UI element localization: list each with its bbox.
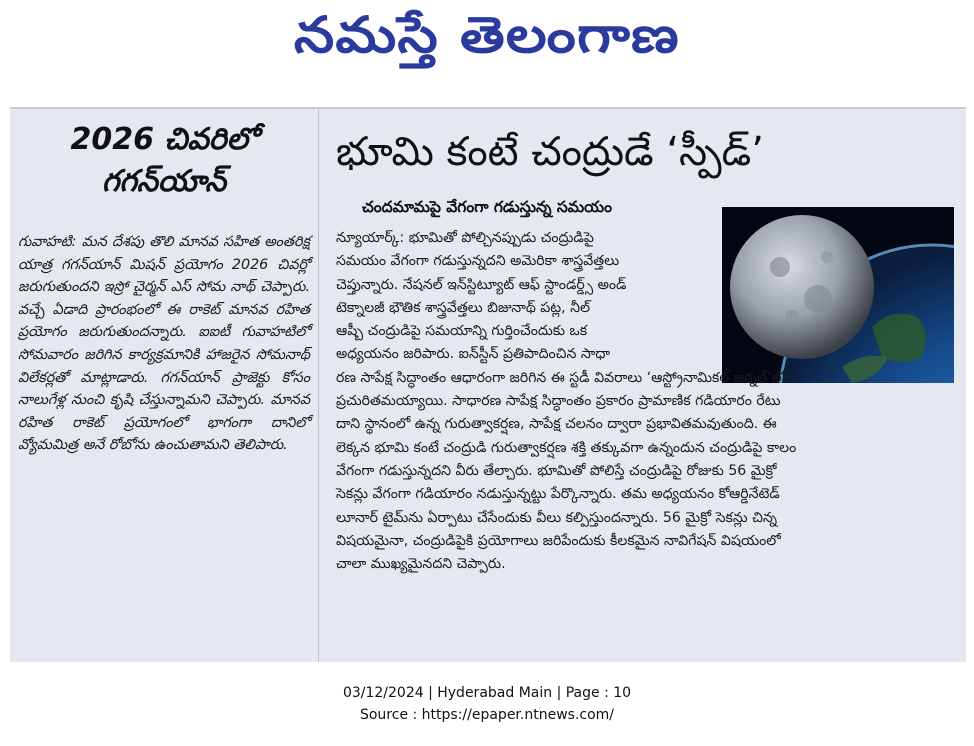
body-line: విషయమైనా, చంద్రుడిపైకి ప్రయోగాలు జరిపేందుకు కీలకమైన నావిగేషన్ విషయంలో bbox=[336, 532, 781, 549]
newspaper-clipping bbox=[10, 107, 966, 662]
left-article-body: గువాహటి: మన దేశపు తొలి మానవ సహిత అంతరిక్ష యాత్ర గగన్‌యాన్ మిషన్ ప్రయోగం 2026 చివర్లో జరుగుతుందని ఇస్రో చైర్మన్ ఎస్ సోమ నాథ్ చెప్పారు. వచ్చే ఏడాది ప్రారంభంలో ఈ రాకెట్ మానవ రహిత ప్రయోగం జరుగుతుందన్నారు. ఐఐటీ గువాహటిలో సోమవారం జరిగిన కార్యక్రమానికి హాజరైన సోమనాథ్ విలేకర్లతో మాట్లాడారు. గగన్‌యాన్ ప్రాజెక్టు కోసం నాలుగేళ్ల నుంచి కృషి చేస్తున్నామని చెప్పారు. మానవ రహిత రాకెట్ ప్రయోగంలో భాగంగా దానిలో వ్యోమమిత్ర అనే రోబోను ఉంచుతామని తెలిపారు. bbox=[18, 234, 310, 454]
body-line: లూనార్ టైమ్‌ను ఏర్పాటు చేసేందుకు వీలు కల్పిస్తుందన్నారు. 56 మైక్రో సెకన్లు చిన్న bbox=[336, 509, 777, 526]
left-headline-line1: 2026 చివరిలో bbox=[70, 122, 258, 157]
body-line: అధ్యయనం జరిపారు. ఐన్‌స్టీన్ ప్రతిపాదించిన సాధా bbox=[336, 346, 611, 363]
main-article-subheadline: చందమామపై వేగంగా గడుస్తున్న సమయం bbox=[362, 198, 612, 216]
body-line: వేగంగా గడుస్తున్నదని వీరు తేల్చారు. భూమితో పోలిస్తే చంద్రుడిపై రోజుకు 56 మైక్రో bbox=[336, 462, 777, 479]
main-article-headline: భూమి కంటే చంద్రుడే ‘స్పీడ్’ bbox=[336, 129, 764, 175]
body-line: టెక్నాలజీ భౌతిక శాస్త్రవేత్తలు బిజునాథ్ పట్ల, నీల్ bbox=[336, 299, 591, 316]
left-article-headline bbox=[10, 119, 318, 203]
body-line: సెకన్లు వేగంగా గడియారం నడుస్తున్నట్టు పేర్కొన్నారు. తమ అధ్యయనం కోఆర్డినేటెడ్ bbox=[336, 486, 780, 503]
footer bbox=[0, 682, 974, 726]
body-line: సమయం వేగంగా గడుస్తున్నదని అమెరికా శాస్త్రవేత్తలు bbox=[336, 253, 620, 270]
body-line: చెప్తున్నారు. నేషనల్ ఇన్‌స్టిట్యూట్ ఆఫ్ స్టాండర్డ్స్ అండ్ bbox=[336, 276, 627, 293]
body-line: ఆష్బీ చంద్రుడిపై సమయాన్ని గుర్తించేందుకు ఒక bbox=[336, 323, 588, 340]
masthead bbox=[0, 0, 974, 78]
body-line: రణ సాపేక్ష సిద్ధాంతం ఆధారంగా జరిగిన ఈ స్టడీ వివరాలు ‘ఆస్ట్రోనామికల్ జర్నల్’లో bbox=[336, 369, 787, 386]
footer-source: Source : https://epaper.ntnews.com/ bbox=[359, 707, 615, 723]
left-article bbox=[10, 109, 319, 662]
body-line: లెక్కన భూమి కంటే చంద్రుడి గురుత్వాకర్షణ శక్తి తక్కువగా ఉన్నందున చంద్రుడిపై కాలం bbox=[336, 439, 797, 456]
body-line: ప్రచురితమయ్యాయి. సాధారణ సాపేక్ష సిద్ధాంతం ప్రకారం ప్రామాణిక గడియారం రేటు bbox=[336, 393, 781, 410]
body-line: దాని స్థానంలో ఉన్న గురుత్వాకర్షణ, సాపేక్ష చలనం ద్వారా ప్రభావితమవుతుంది. ఈ bbox=[336, 416, 777, 433]
main-article-body bbox=[336, 227, 956, 576]
body-line: న్యూయార్క్: భూమితో పోల్చినప్పుడు చంద్రుడిపై bbox=[336, 230, 594, 246]
left-headline-line2: గగన్‌యాన్ bbox=[101, 164, 227, 199]
masthead-title: నమస్తే తెలంగాణ bbox=[294, 6, 680, 64]
body-line: చాలా ముఖ్యమైనదని చెప్పారు. bbox=[336, 556, 506, 573]
footer-dateline: 03/12/2024 | Hyderabad Main | Page : 10 bbox=[342, 685, 632, 701]
